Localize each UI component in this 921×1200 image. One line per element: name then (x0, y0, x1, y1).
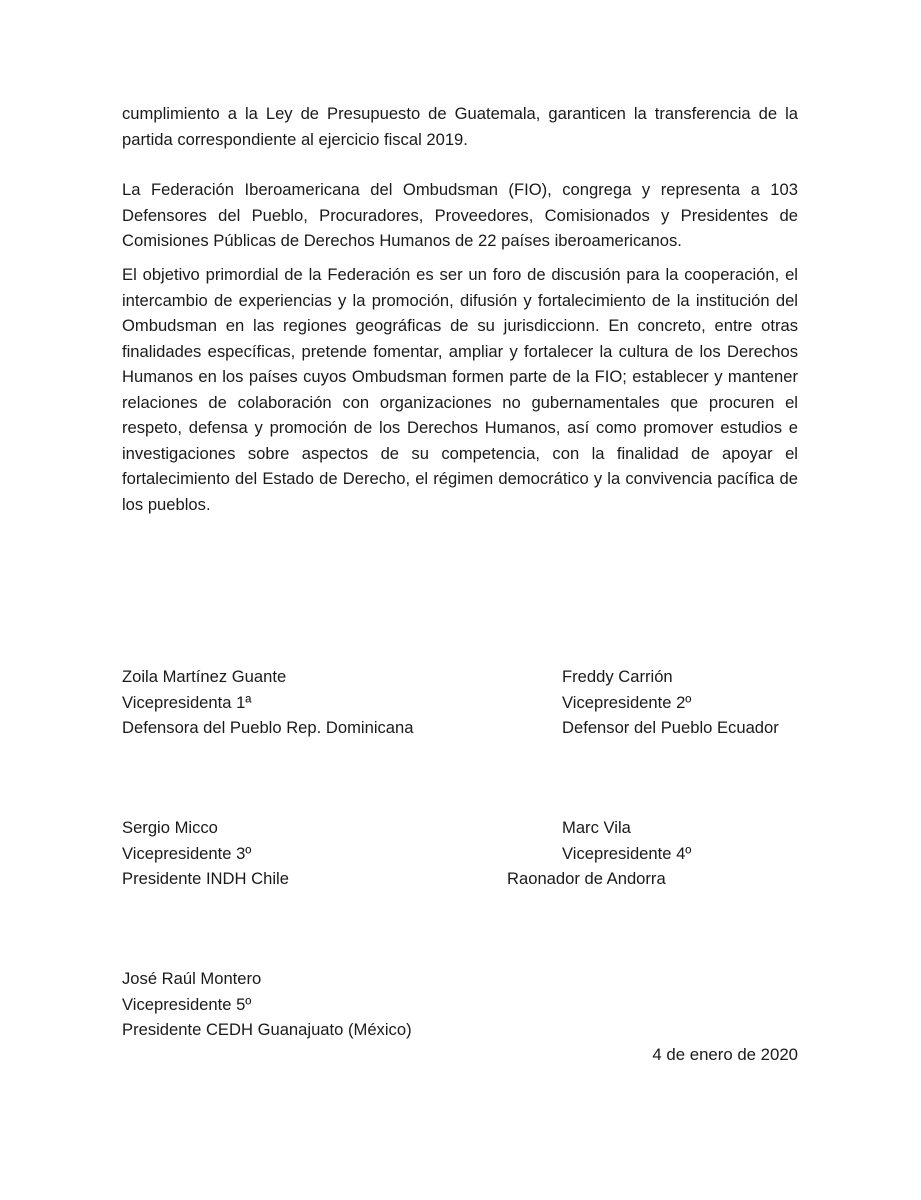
signatory-role: Vicepresidente 4º (562, 843, 692, 863)
signatory-role: Vicepresidente 3º (122, 843, 252, 863)
document-date: 4 de enero de 2020 (652, 1045, 798, 1064)
signatory-name: Sergio Micco (122, 818, 218, 837)
signature-block-vicepresidente-3 (122, 815, 289, 892)
signatory-name: Marc Vila (562, 818, 631, 837)
paragraph-fio-membership: La Federación Iberoamericana del Ombudsman (FIO), congrega y representa a 103 Defensores del Pueblo, Procuradores, Proveedores, Comisionados y Presidentes de Comisiones Públicas de Derechos Humanos de 22 países iberoamericanos. (122, 180, 798, 250)
paragraph-budget-transfer: cumplimiento a la Ley de Presupuesto de Guatemala, garanticen la transferencia de la partida correspondiente al ejercicio fiscal 2019. (122, 104, 798, 149)
paragraph-fio-objective: El objetivo primordial de la Federación es ser un foro de discusión para la cooperación, el intercambio de experiencias y la promoción, difusión y fortalecimiento de la institución del Ombudsman en las regiones geográficas de su jurisdiccionn. En concreto, entre otras finalidades específicas, pretende fomentar, ampliar y fortalecer la cultura de los Derechos Humanos en los países cuyos Ombudsman formen parte de la FIO; establecer y mantener relaciones de colaboración con organizaciones no gubernamentales que procuren el respeto, defensa y promoción de los Derechos Humanos, así como promover estudios e investigaciones sobre aspectos de su competencia, con la finalidad de apoyar el fortalecimiento del Estado de Derecho, el régimen democrático y la convivencia pacífica de los pueblos. (122, 265, 798, 514)
signatory-office: Defensora del Pueblo Rep. Dominicana (122, 718, 414, 737)
signatory-name: Freddy Carrión (562, 667, 673, 686)
signatory-role: Vicepresidente 2º (562, 692, 692, 712)
signatory-role: Vicepresidente 5º (122, 994, 252, 1014)
signature-block-vicepresidenta-1 (122, 664, 414, 741)
signature-block-vicepresidente-2 (562, 664, 779, 741)
signatory-name: José Raúl Montero (122, 969, 262, 988)
signature-block-vicepresidente-4 (507, 815, 692, 892)
signatory-office: Presidente CEDH Guanajuato (México) (122, 1020, 412, 1039)
signatory-office: Defensor del Pueblo Ecuador (562, 718, 779, 737)
signatory-office: Presidente INDH Chile (122, 869, 289, 888)
signatory-office: Raonador de Andorra (507, 869, 666, 888)
signatory-name: Zoila Martínez Guante (122, 667, 287, 686)
signature-block-vicepresidente-5 (122, 966, 412, 1043)
signatory-role: Vicepresidenta 1ª (122, 692, 252, 712)
